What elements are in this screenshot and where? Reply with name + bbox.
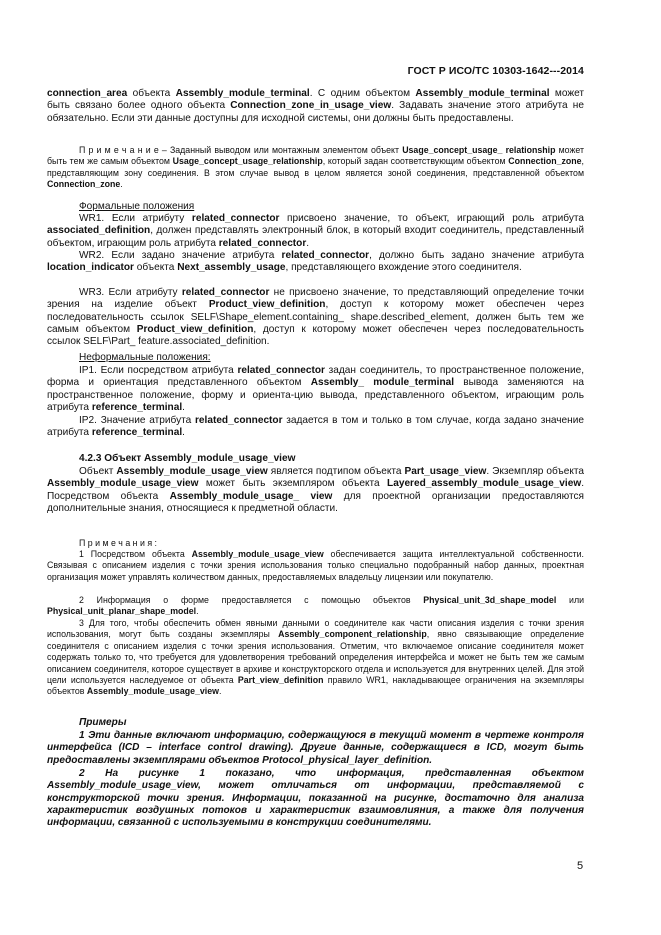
note-item-3: 3 Для того, чтобы обеспечить обмен явными данными о соединителе как части описания изделия с точки зрения использования, могут быть созданы экземпляры Assembly_component_relationship, явно связывающие определение соединителя с описанием изделия с точки зрения использования. Отметим, что включаемое описание соединителя может содержать только то, что требуется для удовлетворения требований определения интерфейса и может не быть тем же самым описанием соединителя, которое существует в архиве и конструкторского отдела и используется для внутренних целей. Для этой цели используется наследуемое от объекта Part_view_definition правило WR1, накладывающее ограничения на экземпляры объектов Assembly_module_usage_view.: [47, 618, 585, 697]
example-2: 2 На рисунке 1 показано, что информация, представленная объектом Assembly_module_usage_view, может отличаться от информации, представляемой с конструкторской точки зрения. Информации, показанной на рисунке, достаточно для анализа характеристик воздушных потоков и характеристик взаимовлияния, а также для получения информации, связанной с используемыми в конструкции соединителями.: [47, 768, 584, 829]
rule-ip1: IP1. Если посредством атрибута related_connector задан соединитель, то пространственное положение, форма и ориентация представленного объектом Assembly_ module_terminal вывода заменяются на пространственное положение, форму и ориента-цию вывода, представленного объектом, играющим роль атрибута reference_terminal.: [47, 365, 584, 413]
section-heading: 4.2.3 Объект Assembly_module_usage_view: [79, 453, 296, 464]
informal-heading: Неформальные положения:: [79, 352, 211, 363]
rule-ip2: IP2. Значение атрибута related_connector задается в том и только в том случае, когда задано значение атрибута reference_terminal.: [47, 415, 584, 439]
examples-heading: Примеры: [79, 717, 127, 728]
note-item-1: 1 Посредством объекта Assembly_module_usage_view обеспечивается защита интеллектуальной собственности. Связывая с описанием изделия с точки зрения использования только специально подобранный набор данных, проектная организация может управлять количеством данных, предоставляемых владельцу лицензии или покупателю.: [47, 549, 585, 582]
note-paragraph: П р и м е ч а н и е – Заданный выводом или монтажным элементом объект Usage_concept_usage_ relationship может быть тем же самым объектом Usage_concept_usage_relationship, который задан соответствующим объектом Connection_zone, представляющим зону соединения. В этом случае вывод в целом является зоной соединения, представленной объектом Connection_zone.: [47, 145, 584, 190]
example-1: 1 Эти данные включают информацию, содержащуюся в текущий момент в чертеже контроля интерфейса (ICD – interface control drawing). Другие данные, содержащиеся в ICD, могут быть предоставлены экземплярами объектов Protocol_physical_layer_definition.: [47, 730, 584, 766]
page-header: ГОСТ Р ИСО/ТС 10303-1642---2014: [407, 65, 584, 77]
intro-paragraph: connection_area объекта Assembly_module_terminal. С одним объектом Assembly_module_terminal может быть связано более одного объекта Connection_zone_in_usage_view. Задавать значение этого атрибута не обязательно. Если эти данные доступны для исходной системы, они должны быть предоставлены.: [47, 88, 584, 124]
notes-label: П р и м е ч а н и я :: [79, 538, 157, 548]
rule-wr2: WR2. Если задано значение атрибута related_connector, должно быть задано значение атрибута location_indicator объекта Next_assembly_usage, представляющего вхождение этого соединителя.: [47, 250, 585, 274]
section-paragraph: Объект Assembly_module_usage_view является подтипом объекта Part_usage_view. Экземпляр объекта Assembly_module_usage_view может быть экземпляром объекта Layered_assembly_module_usage_view. Посредством объекта Assembly_module_usage_ view для проектной организации предоставляются дополнительные знания, относящиеся к предметной области.: [47, 466, 585, 514]
note-item-2: 2 Информация о форме предоставляется с помощью объектов Physical_unit_3d_shape_model или Physical_unit_planar_shape_model.: [47, 595, 584, 617]
formal-heading: Формальные положения: [79, 201, 195, 212]
rule-wr1: WR1. Если атрибуту related_connector присвоено значение, то объект, играющий роль атрибута associated_definition, должен представлять электронный блок, в который входит соединитель, представленный объектом, играющим роль атрибута related_connector.: [47, 213, 585, 249]
rule-wr3: WR3. Если атрибуту related_connector не присвоено значение, то представляющий определение точки зрения на изделие объект Product_view_definition, доступ к которому может обеспечен через последовательность ссылок SELF\Shape_element.containing_ shape.described_element, должен быть тем же самым объектом Product_view_definition, доступ к которому может обеспечен через последовательность ссылок SELF\Part_ feature.associated_definition.: [47, 287, 585, 348]
page-number: 5: [577, 860, 584, 872]
